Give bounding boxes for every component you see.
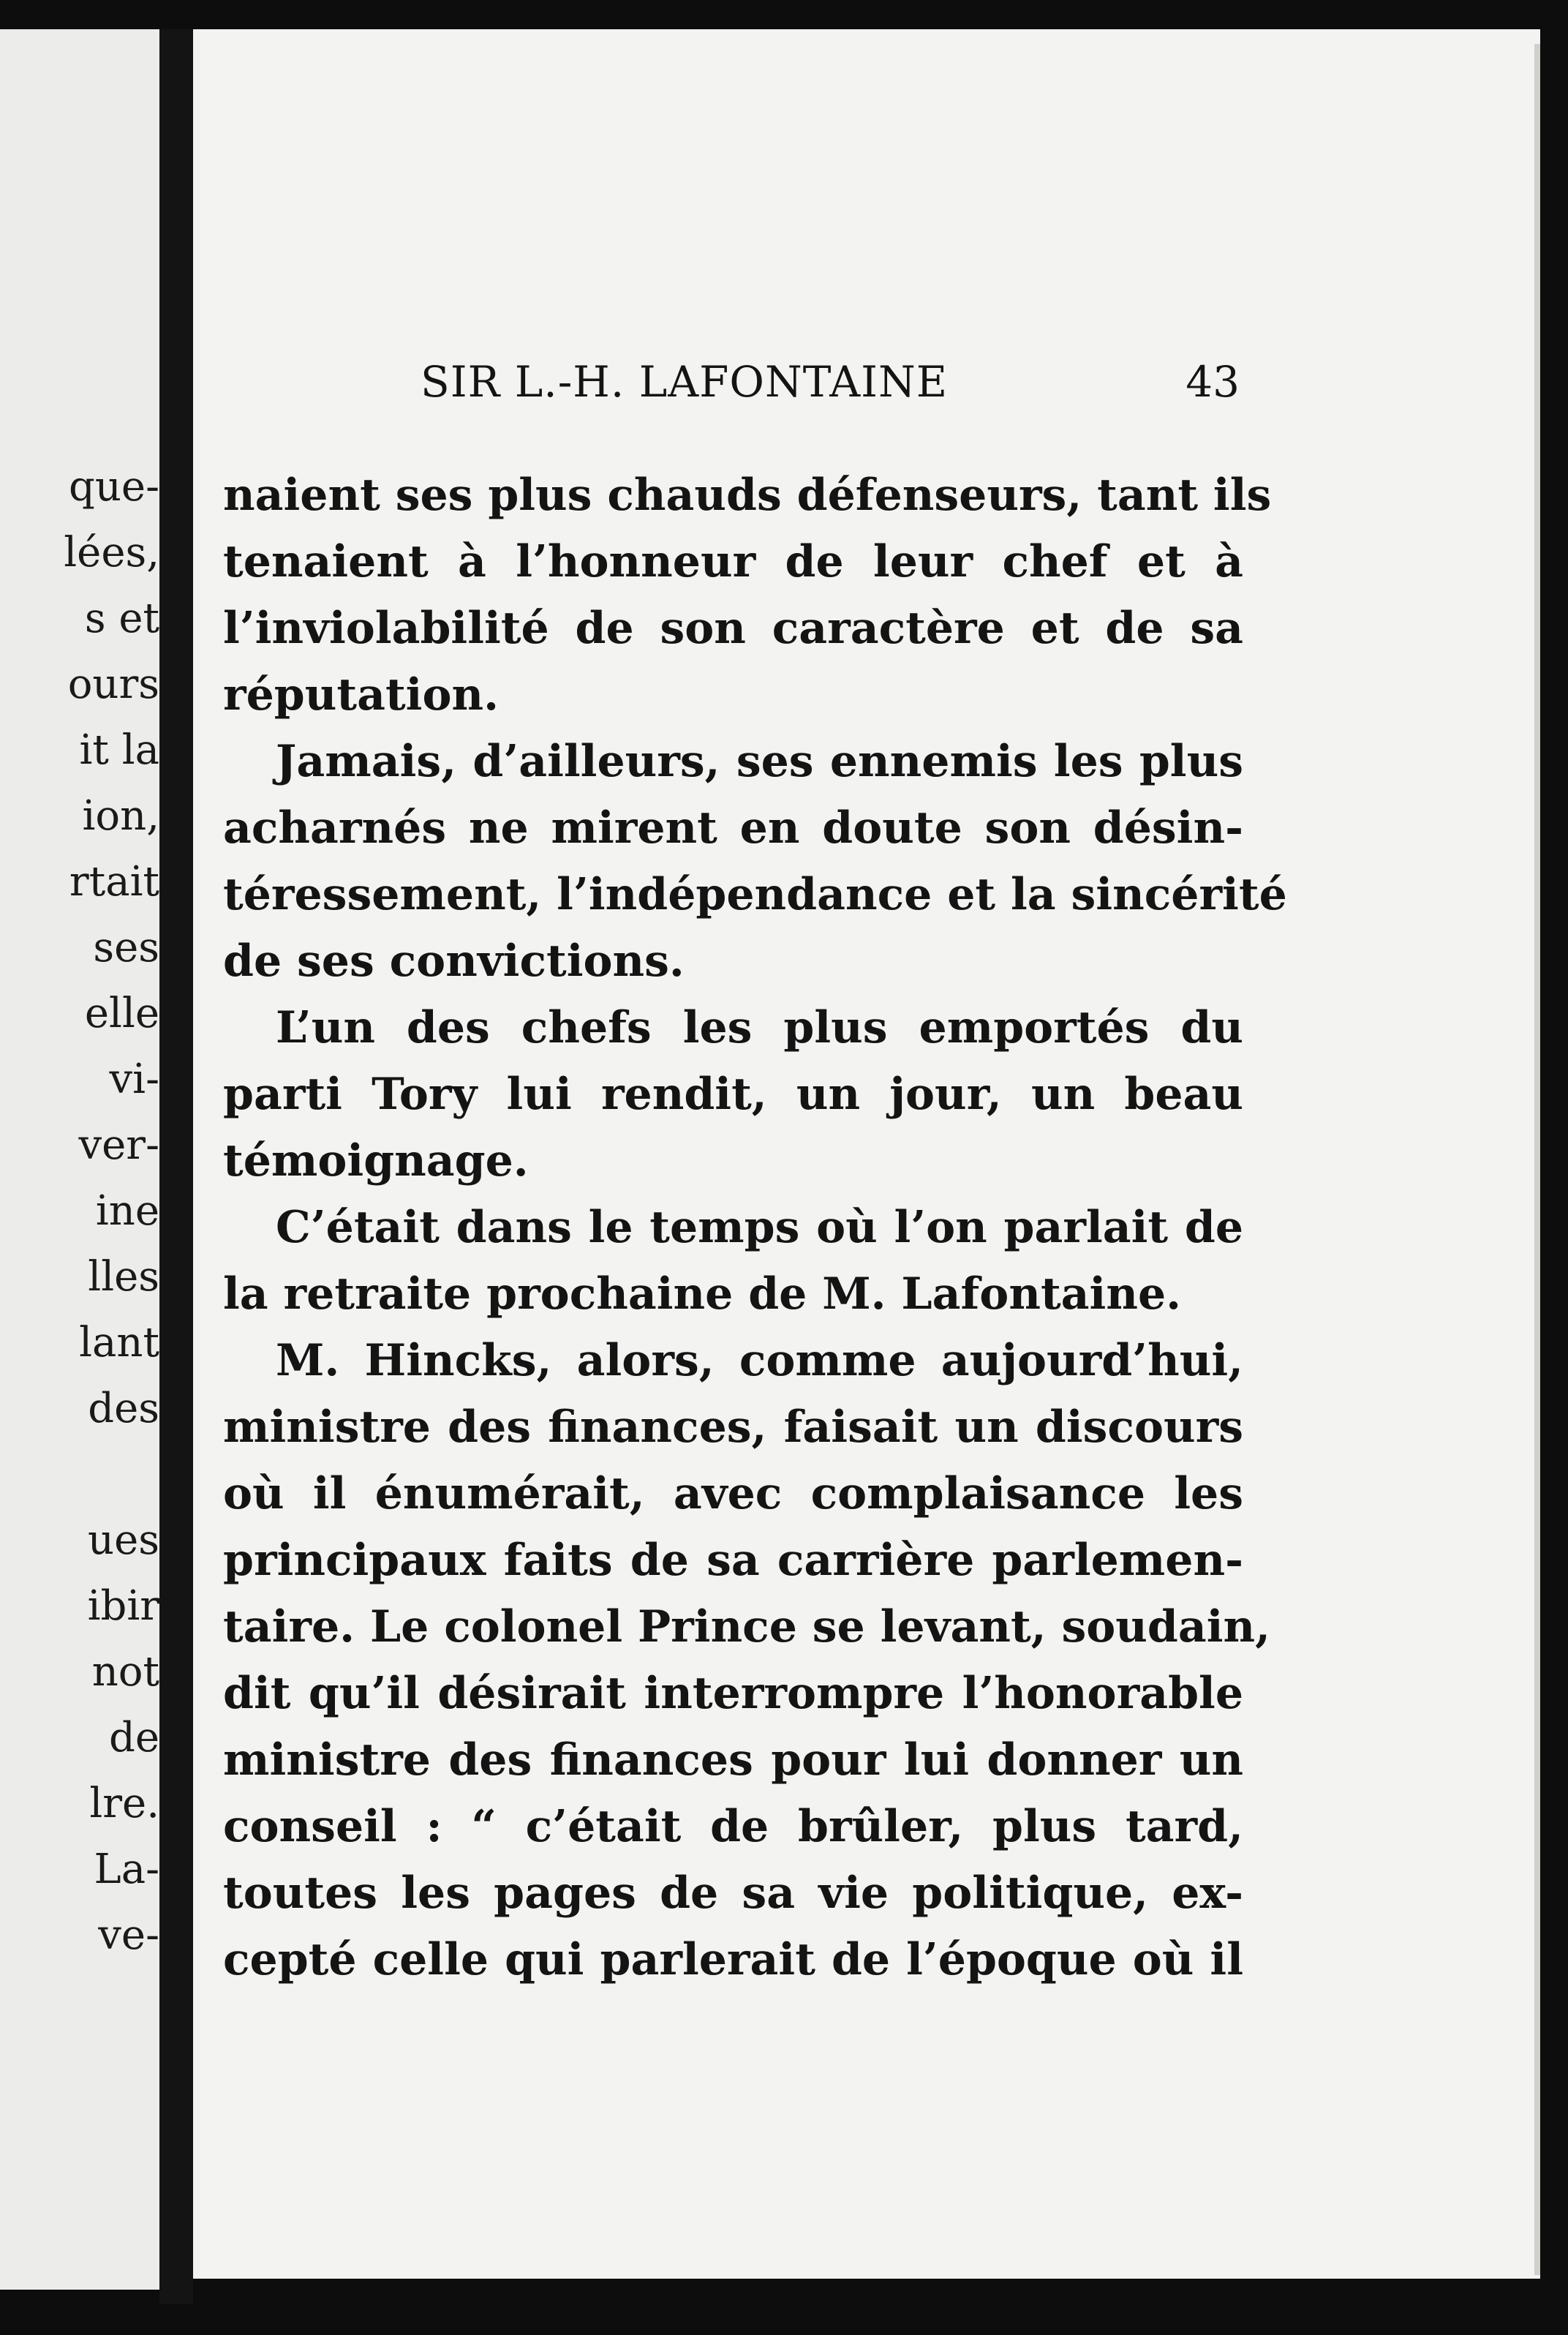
left-page-fragment: que- — [69, 463, 159, 511]
text-line: téressement, l’indépendance et la sincérité — [223, 869, 1287, 920]
left-page-fragment: de — [109, 1714, 159, 1761]
text-line: L’un des chefs les plus emportés du — [276, 1002, 1243, 1053]
running-head: SIR L.-H. LAFONTAINE — [421, 357, 949, 407]
left-page-fragment: ver- — [78, 1121, 159, 1169]
book-gutter — [159, 29, 193, 2304]
text-line: où il énumérait, avec complaisance les — [223, 1468, 1243, 1519]
left-page-fragment: not — [91, 1648, 159, 1696]
text-line: témoignage. — [223, 1135, 529, 1187]
page-edge-shadow — [1534, 44, 1540, 2275]
scanner-bed — [193, 2279, 1568, 2335]
text-line: M. Hincks, alors, comme aujourd’hui, — [276, 1335, 1243, 1386]
left-page-fragment: La- — [94, 1846, 159, 1893]
left-page-fragment: elle — [84, 990, 159, 1037]
body-text — [223, 462, 1287, 1993]
left-page-fragment: ion, — [82, 792, 159, 840]
left-page-fragment: s et — [84, 595, 159, 642]
left-page-fragment: lées, — [64, 529, 159, 576]
left-page-fragment: rtait — [69, 858, 159, 906]
text-line: ministre des finances pour lui donner un — [223, 1734, 1243, 1786]
left-page-fragment: ours — [67, 661, 159, 708]
text-line: cepté celle qui parlerait de l’époque où il — [223, 1934, 1243, 1985]
text-line: principaux faits de sa carrière parlemen- — [223, 1535, 1243, 1586]
left-page-fragment: ibir — [87, 1582, 159, 1630]
text-line: de ses convictions. — [223, 936, 685, 987]
left-page-fragment: lre. — [89, 1780, 159, 1827]
text-line: ministre des finances, faisait un discours — [223, 1402, 1243, 1453]
text-line: l’inviolabilité de son caractère et de sa — [223, 603, 1243, 654]
left-page-fragment: ine — [95, 1187, 159, 1235]
left-page-fragment: it la — [79, 726, 159, 774]
left-page-fragment: lles — [88, 1253, 159, 1301]
text-line: dit qu’il désirait interrompre l’honorable — [223, 1668, 1243, 1719]
text-line: acharnés ne mirent en doute son désin- — [223, 802, 1243, 854]
page-number: 43 — [1186, 357, 1240, 407]
text-line: naient ses plus chauds défenseurs, tant ils — [223, 470, 1272, 521]
text-line: la retraite prochaine de M. Lafontaine. — [223, 1268, 1182, 1320]
left-page-fragment: vi- — [109, 1056, 159, 1103]
text-line: toutes les pages de sa vie politique, ex- — [223, 1868, 1243, 1919]
page-header — [421, 357, 1240, 416]
text-line: taire. Le colonel Prince se levant, soudain, — [223, 1601, 1271, 1652]
left-page-edge — [0, 29, 159, 2290]
text-line: conseil : “ c’était de brûler, plus tard, — [223, 1801, 1243, 1852]
left-page-fragment: lant — [79, 1319, 159, 1366]
text-line: parti Tory lui rendit, un jour, un beau — [223, 1069, 1243, 1120]
left-page-fragment: ues — [88, 1516, 159, 1564]
text-line: réputation. — [223, 669, 499, 721]
left-page-fragment: ses — [93, 924, 159, 971]
text-line: Jamais, d’ailleurs, ses ennemis les plus — [276, 736, 1243, 787]
left-page-fragment: des — [88, 1385, 159, 1432]
left-page-fragment: ve- — [98, 1911, 159, 1959]
text-line: C’était dans le temps où l’on parlait de — [276, 1202, 1243, 1253]
text-line: tenaient à l’honneur de leur chef et à — [223, 536, 1243, 587]
